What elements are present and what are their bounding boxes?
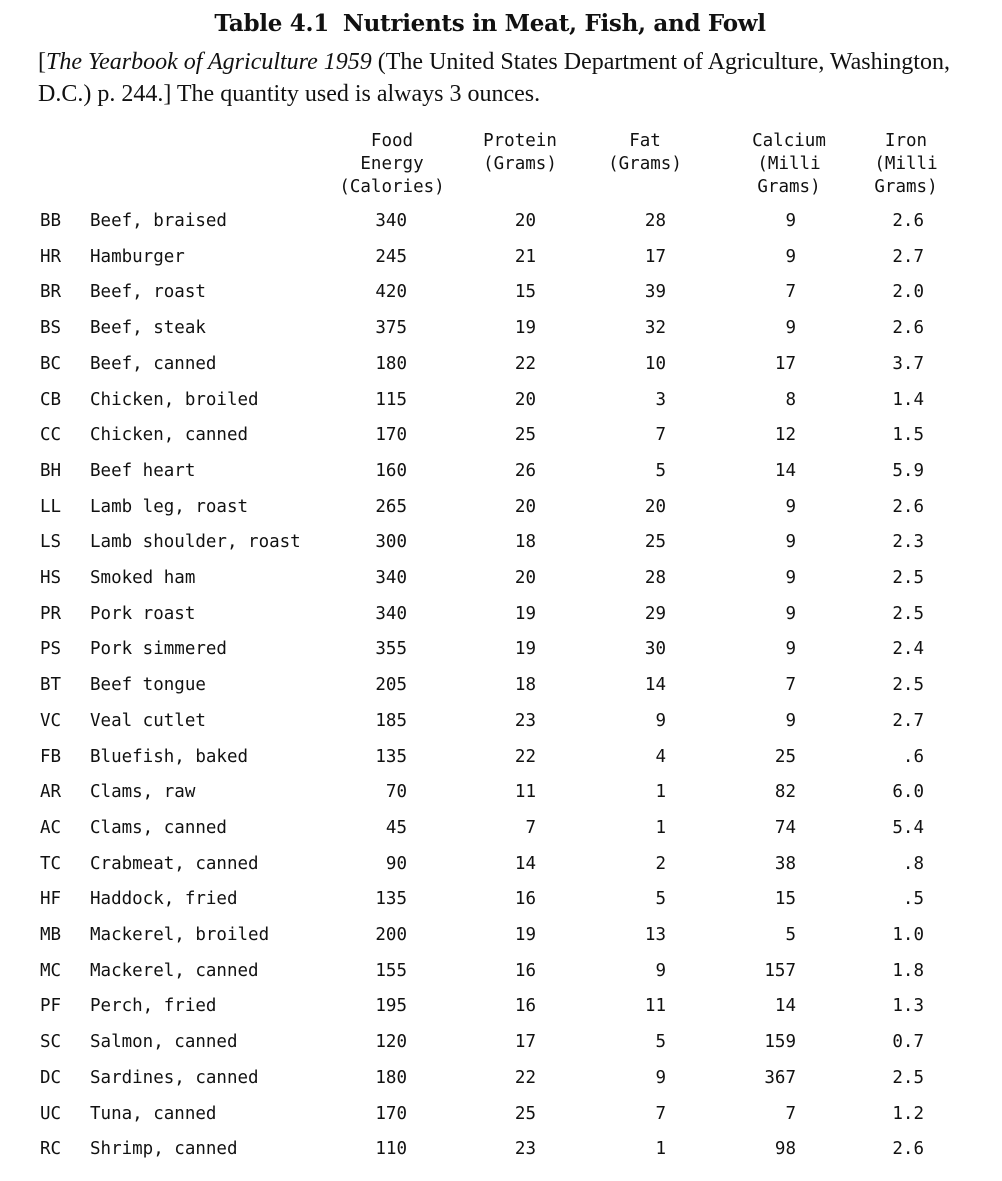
cell-calcium: 7	[785, 282, 796, 303]
cell-fat: 13	[644, 925, 666, 945]
cell-protein: 11	[514, 782, 536, 803]
cell-calcium: 9	[785, 710, 796, 731]
table-row	[0, 276, 1002, 308]
cell-calcium: 157	[764, 960, 796, 981]
cell-iron: 2.7	[892, 246, 924, 267]
cell-food-energy: 110	[375, 1139, 407, 1160]
row-food-name: Pork roast	[90, 603, 196, 624]
table-row	[0, 669, 1002, 701]
cell-iron: 3.7	[892, 353, 924, 374]
cell-protein: 16	[514, 996, 536, 1017]
cell-food-energy: 200	[375, 925, 407, 945]
table-row	[0, 526, 1002, 558]
row-food-name: Sardines, canned	[90, 1067, 259, 1088]
cell-iron: .8	[902, 853, 924, 874]
cell-food-energy: 70	[385, 782, 407, 803]
cell-calcium: 9	[785, 639, 796, 660]
row-code: HR	[40, 246, 62, 267]
row-food-name: Smoked ham	[90, 568, 196, 588]
table-row	[0, 1026, 1002, 1058]
cell-protein: 20	[514, 568, 536, 588]
table-row	[0, 919, 1002, 951]
row-code: LS	[40, 532, 62, 553]
cell-food-energy: 340	[375, 211, 407, 231]
cell-protein: 7	[525, 817, 536, 838]
column-header-iron: Iron (Milli Grams)	[874, 131, 938, 197]
cell-protein: 21	[514, 246, 536, 267]
cell-iron: 2.4	[892, 639, 924, 660]
row-food-name: Pork simmered	[90, 639, 227, 660]
caption-open-bracket: [	[38, 49, 46, 75]
cell-iron: 2.6	[892, 318, 924, 339]
cell-protein: 26	[514, 460, 536, 481]
cell-iron: 2.5	[892, 1067, 924, 1088]
column-header-fat: Fat (Grams)	[608, 131, 682, 174]
cell-food-energy: 340	[375, 568, 407, 588]
row-food-name: Mackerel, canned	[90, 960, 259, 981]
row-code: CB	[40, 389, 62, 410]
column-header-food-energy: Food Energy (Calories)	[339, 131, 445, 197]
table-number: Table 4.1	[214, 10, 329, 37]
row-code: TC	[40, 853, 62, 874]
row-code: CC	[40, 425, 62, 446]
cell-fat: 29	[644, 603, 666, 624]
cell-iron: 6.0	[892, 782, 924, 803]
cell-protein: 25	[514, 425, 536, 446]
cell-calcium: 15	[774, 889, 796, 910]
cell-food-energy: 170	[375, 1103, 407, 1124]
row-code: BC	[40, 353, 62, 374]
cell-protein: 19	[514, 603, 536, 624]
cell-fat: 17	[644, 246, 666, 267]
cell-fat: 3	[655, 389, 666, 410]
cell-fat: 30	[644, 639, 666, 660]
cell-calcium: 14	[774, 460, 796, 481]
row-food-name: Mackerel, broiled	[90, 925, 270, 945]
cell-food-energy: 180	[375, 1067, 407, 1088]
row-food-name: Lamb shoulder, roast	[90, 532, 301, 553]
cell-protein: 22	[514, 1067, 536, 1088]
table-row	[0, 955, 1002, 987]
cell-protein: 20	[514, 496, 536, 517]
cell-calcium: 5	[785, 925, 796, 945]
table-row	[0, 812, 1002, 844]
cell-fat: 5	[655, 889, 666, 910]
cell-calcium: 9	[785, 318, 796, 339]
cell-protein: 18	[514, 532, 536, 553]
cell-food-energy: 265	[375, 496, 407, 517]
table-row	[0, 455, 1002, 487]
cell-food-energy: 45	[385, 817, 407, 838]
table-row	[0, 848, 1002, 880]
cell-iron: 5.9	[892, 460, 924, 481]
cell-protein: 22	[514, 353, 536, 374]
cell-calcium: 367	[764, 1067, 796, 1088]
cell-calcium: 8	[785, 389, 796, 410]
cell-food-energy: 205	[375, 675, 407, 696]
cell-iron: 1.8	[892, 960, 924, 981]
row-food-name: Beef, canned	[90, 353, 217, 374]
cell-calcium: 7	[785, 675, 796, 696]
cell-food-energy: 120	[375, 1032, 407, 1053]
cell-protein: 19	[514, 318, 536, 339]
row-food-name: Bluefish, baked	[90, 746, 249, 767]
cell-calcium: 38	[774, 853, 796, 874]
cell-protein: 16	[514, 960, 536, 981]
row-code: PF	[40, 996, 62, 1017]
cell-fat: 9	[655, 960, 666, 981]
cell-food-energy: 300	[375, 532, 407, 553]
row-code: HS	[40, 568, 62, 588]
row-code: AC	[40, 817, 62, 838]
cell-iron: 0.7	[892, 1032, 924, 1053]
table-caption	[38, 46, 968, 110]
cell-protein: 17	[514, 1032, 536, 1053]
cell-calcium: 9	[785, 603, 796, 624]
table-row	[0, 562, 1002, 594]
cell-fat: 9	[655, 1067, 666, 1088]
row-food-name: Chicken, canned	[90, 425, 249, 446]
cell-calcium: 9	[785, 246, 796, 267]
cell-food-energy: 135	[375, 746, 407, 767]
column-header-protein: Protein (Grams)	[483, 131, 557, 174]
table-row	[0, 1133, 1002, 1165]
cell-fat: 39	[644, 282, 666, 303]
cell-calcium: 14	[774, 996, 796, 1017]
cell-iron: 2.6	[892, 1139, 924, 1160]
cell-calcium: 12	[774, 425, 796, 446]
cell-calcium: 7	[785, 1103, 796, 1124]
cell-food-energy: 180	[375, 353, 407, 374]
cell-calcium: 9	[785, 532, 796, 553]
cell-protein: 23	[514, 710, 536, 731]
table-row	[0, 990, 1002, 1022]
cell-iron: 2.5	[892, 568, 924, 588]
cell-iron: 1.4	[892, 389, 924, 410]
row-code: AR	[40, 782, 62, 803]
cell-protein: 19	[514, 925, 536, 945]
cell-fat: 1	[655, 782, 666, 803]
cell-fat: 28	[644, 211, 666, 231]
cell-food-energy: 355	[375, 639, 407, 660]
cell-food-energy: 155	[375, 960, 407, 981]
row-food-name: Beef, braised	[90, 211, 227, 231]
cell-protein: 25	[514, 1103, 536, 1124]
cell-food-energy: 90	[385, 853, 407, 874]
cell-iron: .5	[902, 889, 924, 910]
cell-iron: 2.6	[892, 211, 924, 231]
row-code: BB	[40, 211, 62, 231]
cell-food-energy: 135	[375, 889, 407, 910]
cell-food-energy: 195	[375, 996, 407, 1017]
table-row	[0, 491, 1002, 523]
row-code: SC	[40, 1032, 62, 1053]
cell-calcium: 9	[785, 211, 796, 231]
caption-source-title: The Yearbook of Agriculture 1959	[46, 49, 372, 75]
cell-food-energy: 375	[375, 318, 407, 339]
cell-fat: 28	[644, 568, 666, 588]
caption-source-details: (The United States Department of Agriculture, Washington, D.C.) p. 244.] The quantity used is always 3 ounces.	[38, 49, 950, 107]
row-food-name: Chicken, broiled	[90, 389, 259, 410]
cell-protein: 20	[514, 211, 536, 231]
table-row	[0, 348, 1002, 380]
row-food-name: Tuna, canned	[90, 1103, 217, 1124]
cell-food-energy: 245	[375, 246, 407, 267]
cell-fat: 10	[644, 353, 666, 374]
row-code: UC	[40, 1103, 62, 1124]
row-code: LL	[40, 496, 62, 517]
cell-protein: 19	[514, 639, 536, 660]
row-code: PS	[40, 639, 62, 660]
cell-calcium: 17	[774, 353, 796, 374]
cell-food-energy: 115	[375, 389, 407, 410]
cell-food-energy: 185	[375, 710, 407, 731]
cell-fat: 20	[644, 496, 666, 517]
cell-fat: 1	[655, 1139, 666, 1160]
cell-food-energy: 170	[375, 425, 407, 446]
cell-iron: 5.4	[892, 817, 924, 838]
row-code: HF	[40, 889, 62, 910]
cell-fat: 32	[644, 318, 666, 339]
table-row	[0, 883, 1002, 915]
cell-fat: 2	[655, 853, 666, 874]
cell-iron: 1.5	[892, 425, 924, 446]
row-code: PR	[40, 603, 62, 624]
cell-fat: 4	[655, 746, 666, 767]
cell-iron: 2.3	[892, 532, 924, 553]
row-food-name: Lamb leg, roast	[90, 496, 249, 517]
table-row	[0, 419, 1002, 451]
cell-calcium: 159	[764, 1032, 796, 1053]
row-food-name: Hamburger	[90, 246, 185, 267]
cell-fat: 7	[655, 425, 666, 446]
cell-fat: 7	[655, 1103, 666, 1124]
table-row	[0, 1098, 1002, 1130]
cell-fat: 1	[655, 817, 666, 838]
cell-fat: 11	[644, 996, 666, 1017]
cell-food-energy: 420	[375, 282, 407, 303]
cell-iron: 2.5	[892, 675, 924, 696]
table-row	[0, 241, 1002, 273]
table-row	[0, 205, 1002, 237]
cell-iron: 2.5	[892, 603, 924, 624]
cell-fat: 14	[644, 675, 666, 696]
row-food-name: Haddock, fried	[90, 889, 238, 910]
row-food-name: Clams, raw	[90, 782, 196, 803]
cell-calcium: 82	[774, 782, 796, 803]
cell-calcium: 9	[785, 568, 796, 588]
row-code: DC	[40, 1067, 62, 1088]
column-header-calcium: Calcium (Milli Grams)	[752, 131, 826, 197]
row-food-name: Beef heart	[90, 460, 196, 481]
cell-iron: 1.2	[892, 1103, 924, 1124]
cell-calcium: 98	[774, 1139, 796, 1160]
table-row	[0, 705, 1002, 737]
cell-food-energy: 160	[375, 460, 407, 481]
table-title	[0, 10, 980, 37]
cell-iron: 1.3	[892, 996, 924, 1017]
row-food-name: Beef, steak	[90, 318, 206, 339]
cell-iron: 2.0	[892, 282, 924, 303]
table-row	[0, 598, 1002, 630]
cell-protein: 23	[514, 1139, 536, 1160]
cell-food-energy: 340	[375, 603, 407, 624]
cell-calcium: 9	[785, 496, 796, 517]
cell-iron: .6	[902, 746, 924, 767]
table-row	[0, 741, 1002, 773]
cell-fat: 9	[655, 710, 666, 731]
cell-fat: 5	[655, 1032, 666, 1053]
row-code: FB	[40, 746, 62, 767]
row-code: MB	[40, 925, 62, 945]
cell-protein: 18	[514, 675, 536, 696]
cell-protein: 15	[514, 282, 536, 303]
row-food-name: Perch, fried	[90, 996, 217, 1017]
table-row	[0, 312, 1002, 344]
cell-fat: 5	[655, 460, 666, 481]
row-food-name: Beef, roast	[90, 282, 206, 303]
cell-protein: 22	[514, 746, 536, 767]
table-row	[0, 776, 1002, 808]
table-row	[0, 384, 1002, 416]
table-row	[0, 633, 1002, 665]
row-food-name: Shrimp, canned	[90, 1139, 238, 1160]
row-code: BS	[40, 318, 62, 339]
row-food-name: Clams, canned	[90, 817, 227, 838]
row-code: RC	[40, 1139, 62, 1160]
row-code: BH	[40, 460, 62, 481]
cell-fat: 25	[644, 532, 666, 553]
table-row	[0, 1062, 1002, 1094]
cell-calcium: 25	[774, 746, 796, 767]
cell-protein: 16	[514, 889, 536, 910]
cell-iron: 2.7	[892, 710, 924, 731]
cell-protein: 14	[514, 853, 536, 874]
row-code: BR	[40, 282, 62, 303]
cell-calcium: 74	[774, 817, 796, 838]
row-food-name: Beef tongue	[90, 675, 206, 696]
row-food-name: Crabmeat, canned	[90, 853, 259, 874]
row-code: MC	[40, 960, 62, 981]
cell-iron: 1.0	[892, 925, 924, 945]
table-title-text: Nutrients in Meat, Fish, and Fowl	[342, 10, 766, 37]
cell-protein: 20	[514, 389, 536, 410]
row-code: VC	[40, 710, 62, 731]
row-food-name: Salmon, canned	[90, 1032, 238, 1053]
row-code: BT	[40, 675, 62, 696]
cell-iron: 2.6	[892, 496, 924, 517]
row-food-name: Veal cutlet	[90, 710, 206, 731]
